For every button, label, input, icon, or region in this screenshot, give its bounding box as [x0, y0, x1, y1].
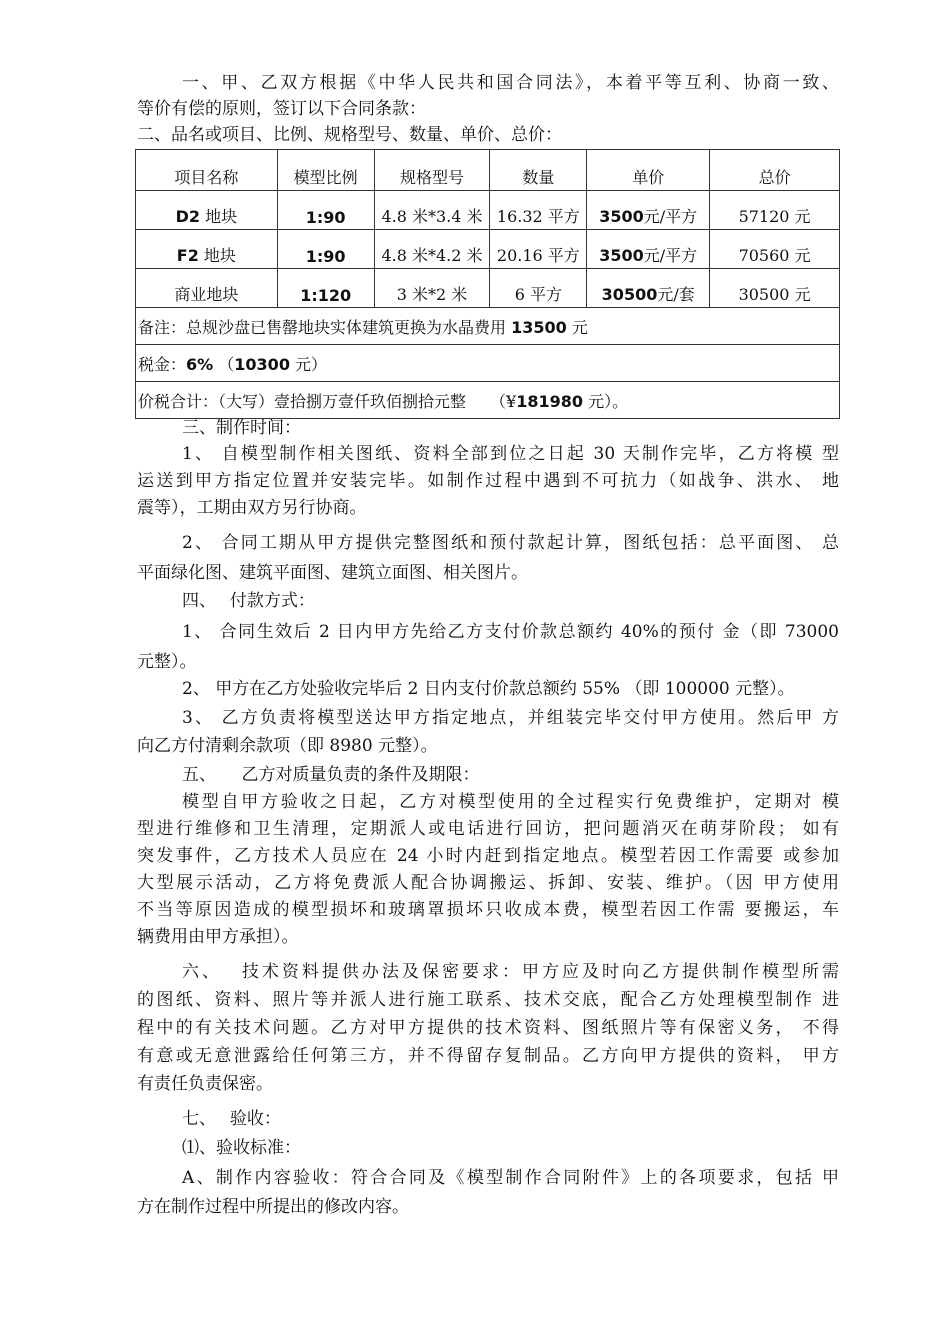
cell-total: 70560 元	[710, 230, 840, 269]
text-line: 向乙方付清剩余款项（即 8980 元整）。	[137, 736, 438, 756]
intro-line-2: 等价有偿的原则，签订以下合同条款：	[137, 99, 426, 119]
cell-price	[587, 230, 710, 269]
total-amount: 181980	[516, 391, 583, 411]
header-qty: 数量	[490, 150, 587, 191]
text-line: 大型展示活动，乙方将免费派人配合协调搬运、拆卸、安装、维护。（因 甲方使用	[137, 873, 839, 893]
section-7-item-a	[137, 1164, 839, 1222]
header-spec: 规格型号	[374, 150, 490, 191]
cell-price-unit: 元/套	[657, 285, 695, 304]
header-name: 项目名称	[136, 150, 278, 191]
tax-mid: （	[213, 354, 235, 374]
section-6-body	[137, 958, 839, 1098]
section-5-title: 五、 乙方对质量负责的条件及期限：	[182, 765, 480, 785]
cell-total: 30500 元	[710, 269, 840, 308]
cell-price-unit: 元/平方	[643, 246, 698, 265]
section-3-title: 三、制作时间：	[182, 418, 301, 438]
text-line: 1、 合同生效后 2 日内甲方先给乙方支付价款总额约 40%的预付 金（即 73000	[182, 622, 839, 642]
intro-line-1: 一、甲、乙双方根据《中华人民共和国合同法》，本着平等互利、协商一致、	[182, 73, 839, 93]
section-3-item-1	[137, 441, 839, 522]
tax-rate: 6%	[186, 354, 214, 374]
cell-name-text: 地块	[205, 207, 238, 226]
text-line: 2、 合同工期从甲方提供完整图纸和预付款起计算，图纸包括：总平面图、 总	[182, 533, 839, 553]
text-line: 运送到甲方指定位置并安装完毕。如制作过程中遇到不可抗力（如战争、洪水、 地	[137, 471, 839, 491]
table-row	[136, 191, 840, 230]
text-line: A、制作内容验收：符合合同及《模型制作合同附件》上的各项要求，包括 甲	[182, 1168, 839, 1188]
cell-name-code: F2	[176, 246, 199, 265]
section-4-title: 四、 付款方式：	[182, 591, 315, 611]
text-line: 3、 乙方负责将模型送达甲方指定地点，并组装完毕交付甲方使用。然后甲 方	[182, 708, 839, 728]
cell-spec: 4.8 米*4.2 米	[374, 230, 490, 269]
note-cell	[136, 308, 840, 345]
text-line: 有责任负责保密。	[137, 1074, 273, 1094]
table-total-row	[136, 382, 840, 419]
cell-qty: 20.16 平方	[490, 230, 587, 269]
cell-price	[587, 269, 710, 308]
header-total: 总价	[710, 150, 840, 191]
text-line: 元整）。	[137, 652, 197, 672]
cell-name	[136, 191, 278, 230]
header-price: 单价	[587, 150, 710, 191]
tax-prefix: 税金：	[138, 354, 187, 374]
cell-price-unit: 元/平方	[643, 207, 698, 226]
tax-cell	[136, 345, 840, 382]
header-scale: 模型比例	[277, 150, 374, 191]
total-prefix: 价税合计：（大写）壹拾捌万壹仟玖佰捌拾元整 （¥	[138, 391, 517, 411]
text-line: 型进行维修和卫生清理，定期派人或电话进行回访，把问题消灭在萌芽阶段； 如有	[137, 819, 839, 839]
section-4-item-2: 2、 甲方在乙方处验收完毕后 2 日内支付价款总额约 55% （即 100000 元整）。	[182, 679, 795, 699]
cell-scale: 1:90	[277, 191, 374, 230]
text-line: 平面绿化图、建筑平面图、建筑立面图、相关图片。	[137, 563, 528, 583]
note-suffix: 元	[566, 317, 588, 337]
table-header-row	[136, 150, 840, 191]
text-line: 六、 技术资料提供办法及保密要求：甲方应及时向乙方提供制作模型所需	[182, 962, 839, 982]
cell-spec: 4.8 米*3.4 米	[374, 191, 490, 230]
cell-price-value: 3500	[599, 246, 644, 265]
cell-name	[136, 269, 278, 308]
note-prefix: 备注：总规沙盘已售罄地块实体建筑更换为水晶费用	[138, 317, 512, 337]
cell-name	[136, 230, 278, 269]
text-line: 有意或无意泄露给任何第三方，并不得留存复制品。乙方向甲方提供的资料， 甲方	[137, 1046, 839, 1066]
text-line: 突发事件，乙方技术人员应在 24 小时内赶到指定地点。模型若因工作需要 或参加	[137, 846, 839, 866]
section-4-item-1	[137, 617, 839, 677]
cell-price	[587, 191, 710, 230]
section-3-item-2	[137, 528, 839, 588]
note-amount: 13500	[511, 317, 567, 337]
tax-suffix: 元）	[289, 354, 328, 374]
section-7-sub-1: ⑴、验收标准：	[182, 1138, 301, 1158]
section-7-title: 七、 验收：	[182, 1109, 281, 1129]
table-note-row	[136, 308, 840, 345]
text-line: 不当等原因造成的模型损坏和玻璃罩损坏只收成本费，模型若因工作需 要搬运，车	[137, 900, 839, 920]
text-line: 的图纸、资料、照片等并派人进行施工联系、技术交底，配合乙方处理模型制作 进	[137, 990, 839, 1010]
items-table	[135, 149, 840, 419]
section-2-title: 二、品名或项目、比例、规格型号、数量、单价、总价：	[137, 125, 562, 145]
table-tax-row	[136, 345, 840, 382]
text-line: 辆费用由甲方承担）。	[137, 927, 299, 947]
total-cell	[136, 382, 840, 419]
table-row	[136, 230, 840, 269]
section-5-body	[137, 789, 839, 951]
cell-spec: 3 米*2 米	[374, 269, 490, 308]
text-line: 程中的有关技术问题。乙方对甲方提供的技术资料、图纸照片等有保密义务， 不得	[137, 1018, 839, 1038]
section-4-item-3	[137, 704, 839, 760]
cell-scale: 1:90	[277, 230, 374, 269]
total-suffix: 元）。	[582, 391, 629, 411]
cell-scale: 1:120	[277, 269, 374, 308]
text-line: 震等），工期由双方另行协商。	[137, 498, 367, 518]
cell-name-code: D2	[175, 207, 201, 226]
cell-qty: 16.32 平方	[490, 191, 587, 230]
cell-price-value: 30500	[601, 285, 658, 304]
cell-total: 57120 元	[710, 191, 840, 230]
cell-name-text: 地块	[203, 246, 236, 265]
text-line: 方在制作过程中所提出的修改内容。	[137, 1197, 409, 1217]
cell-price-value: 3500	[599, 207, 644, 226]
text-line: 1、 自模型制作相关图纸、资料全部到位之日起 30 天制作完毕，乙方将模 型	[182, 444, 839, 464]
table-row	[136, 269, 840, 308]
tax-amount: 10300	[234, 354, 290, 374]
text-line: 模型自甲方验收之日起，乙方对模型使用的全过程实行免费维护，定期对 模	[182, 792, 839, 812]
intro-paragraph	[137, 70, 839, 122]
cell-name-text: 商业地块	[174, 285, 239, 304]
cell-qty: 6 平方	[490, 269, 587, 308]
